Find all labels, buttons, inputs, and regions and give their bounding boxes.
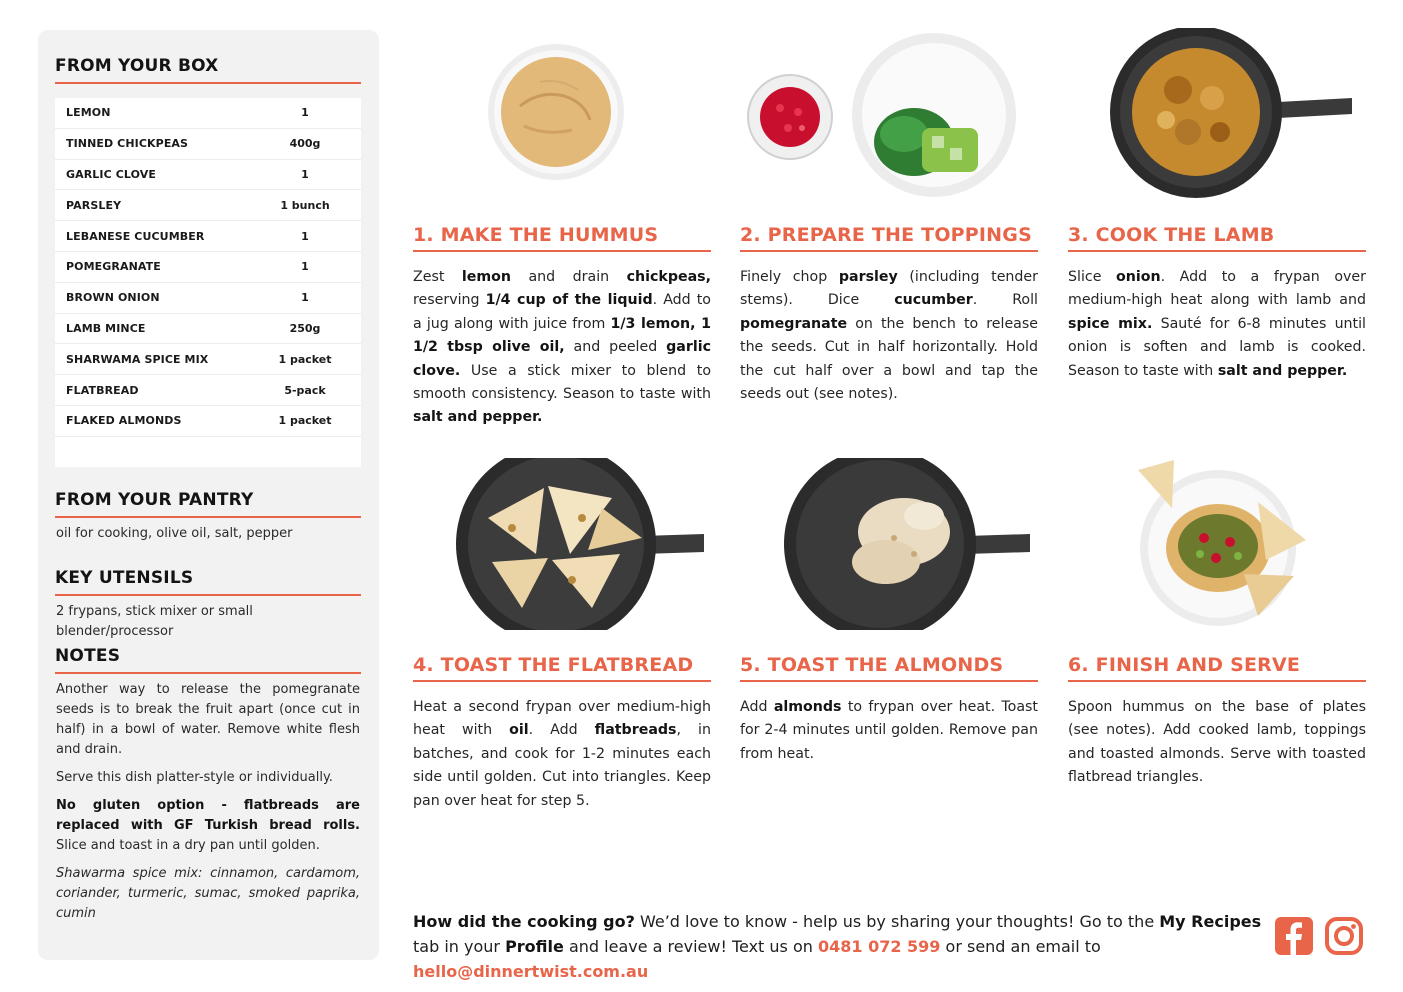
ingredient-name: POMEGRANATE bbox=[66, 260, 161, 274]
ingredient-name: BROWN ONION bbox=[66, 291, 160, 305]
step-instructions: Slice onion. Add to a frypan over medium-high heat along with lamb and spice mix. Sauté for 6-8 minutes until onion is soften and lamb is cooked. Season to taste with salt and pepper. bbox=[1068, 269, 1366, 379]
ingredient-row bbox=[55, 375, 361, 406]
utensils-text: 2 frypans, stick mixer or small blender/processor bbox=[56, 604, 253, 639]
ingredient-qty: 1 bbox=[301, 229, 309, 243]
step-instructions: Zest lemon and drain chickpeas, reserving 1/4 cup of the liquid. Add to a jug along with juice from 1/3 lemon, 1 1/2 tbsp olive oil, and peeled garlic clove. Use a stick mixer to blend to smooth consistency. Season to taste with salt and pepper. bbox=[413, 269, 712, 426]
my-recipes-link: My Recipes bbox=[1159, 912, 1262, 931]
step-title: 2. PREPARE THE TOPPINGS bbox=[740, 224, 1038, 252]
pantry-section-title: FROM YOUR PANTRY bbox=[55, 490, 361, 518]
note-paragraph bbox=[56, 864, 360, 924]
toppings-plate-icon bbox=[744, 30, 1024, 200]
flatbread-frypan-icon bbox=[452, 458, 708, 630]
ingredient-qty: 1 packet bbox=[278, 352, 332, 366]
ingredient-row bbox=[55, 221, 361, 252]
ingredient-name: SHARWAMA SPICE MIX bbox=[66, 352, 209, 366]
step-instructions: Finely chop parsley (including tender stems). Dice cucumber. Roll pomegranate on the bench to release the seeds. Cut in half horizontally. Hold the cut half over a bowl and tap the seeds out (see notes). bbox=[740, 269, 1038, 403]
ingredient-name: GARLIC CLOVE bbox=[66, 167, 156, 181]
ingredient-name: PARSLEY bbox=[66, 198, 122, 212]
ingredient-row bbox=[55, 160, 361, 191]
ingredient-row bbox=[55, 314, 361, 345]
ingredient-name: FLAKED ALMONDS bbox=[66, 414, 182, 428]
ingredient-name: TINNED CHICKPEAS bbox=[66, 137, 189, 151]
box-section-title: FROM YOUR BOX bbox=[55, 56, 361, 84]
instagram-icon[interactable] bbox=[1325, 917, 1363, 955]
ingredient-qty: 400g bbox=[289, 137, 321, 151]
ingredient-row bbox=[55, 406, 361, 437]
note-paragraph: Another way to release the pomegranate seeds is to break the fruit apart (once cut in half) in a bowl of water. Remove white flesh and drain. bbox=[56, 682, 360, 757]
note-paragraph: Serve this dish platter-style or individually. bbox=[56, 770, 333, 785]
ingredient-row bbox=[55, 129, 361, 160]
ingredient-qty: 1 bbox=[301, 291, 309, 305]
note-paragraph bbox=[56, 796, 360, 856]
phone-link[interactable]: 0481 072 599 bbox=[817, 937, 941, 956]
ingredient-row bbox=[55, 98, 361, 129]
ingredient-qty: 1 bbox=[301, 260, 309, 274]
note-italic: Shawarma spice mix: cinnamon, cardamom, coriander, turmeric, sumac, smoked paprika, cumin bbox=[56, 866, 360, 921]
ingredient-qty: 250g bbox=[289, 321, 321, 335]
note-text: Slice and toast in a dry pan until golden. bbox=[56, 838, 320, 853]
notes-body bbox=[56, 680, 360, 932]
ingredient-name: LEMON bbox=[66, 106, 111, 120]
ingredient-qty: 5-pack bbox=[284, 383, 326, 397]
ingredient-qty: 1 bunch bbox=[280, 198, 330, 212]
lamb-frypan-icon bbox=[1108, 28, 1360, 200]
ingredient-row bbox=[55, 190, 361, 221]
step-title: 6. FINISH AND SERVE bbox=[1068, 654, 1366, 682]
ingredient-name: LAMB MINCE bbox=[66, 321, 146, 335]
footer-question: How did the cooking go? bbox=[413, 912, 635, 931]
pantry-text: oil for cooking, olive oil, salt, pepper bbox=[56, 526, 293, 541]
note-bold: No gluten option - flatbreads are replaced with GF Turkish bread rolls. bbox=[56, 798, 360, 833]
ingredients-table bbox=[55, 98, 361, 467]
email-link[interactable]: hello@dinnertwist.com.au bbox=[413, 962, 649, 981]
step-instructions: Heat a second frypan over medium-high heat with oil. Add flatbreads, in batches, and cook for 1-2 minutes each side until golden. Cut into triangles. Keep pan over heat for step 5. bbox=[413, 699, 711, 809]
almonds-frypan-icon bbox=[784, 458, 1034, 630]
utensils-section-title: KEY UTENSILS bbox=[55, 568, 361, 596]
step-instructions: Add almonds to frypan over heat. Toast for 2-4 minutes until golden. Remove pan from heat. bbox=[740, 699, 1039, 762]
step-instructions: Spoon hummus on the base of plates (see notes). Add cooked lamb, toppings and toasted almonds. Serve with toasted flatbread triangles. bbox=[1068, 699, 1366, 786]
ingredient-row bbox=[55, 283, 361, 314]
notes-section-title: NOTES bbox=[55, 646, 361, 674]
ingredient-name: LEBANESE CUCUMBER bbox=[66, 229, 205, 243]
ingredient-qty: 1 packet bbox=[278, 414, 332, 428]
facebook-icon[interactable] bbox=[1275, 917, 1313, 955]
step-title: 3. COOK THE LAMB bbox=[1068, 224, 1366, 252]
profile-link: Profile bbox=[505, 937, 564, 956]
ingredient-row bbox=[55, 344, 361, 375]
step-title: 5. TOAST THE ALMONDS bbox=[740, 654, 1038, 682]
ingredient-row bbox=[55, 252, 361, 283]
ingredient-name: FLATBREAD bbox=[66, 383, 139, 397]
served-plate-icon bbox=[1134, 456, 1310, 628]
step-title: 4. TOAST THE FLATBREAD bbox=[413, 654, 711, 682]
step-title: 1. MAKE THE HUMMUS bbox=[413, 224, 711, 252]
hummus-bowl-icon bbox=[480, 40, 630, 190]
ingredient-qty: 1 bbox=[301, 106, 309, 120]
ingredient-qty: 1 bbox=[301, 167, 309, 181]
feedback-footer: How did the cooking go? We’d love to know - help us by sharing your thoughts! Go to the My Recipes tab in your Profile and leave a review! Text us on 0481 072 599 or send an email to hello@dinnertwist.com.au bbox=[413, 912, 1262, 981]
ingredients-sidebar bbox=[38, 30, 379, 960]
